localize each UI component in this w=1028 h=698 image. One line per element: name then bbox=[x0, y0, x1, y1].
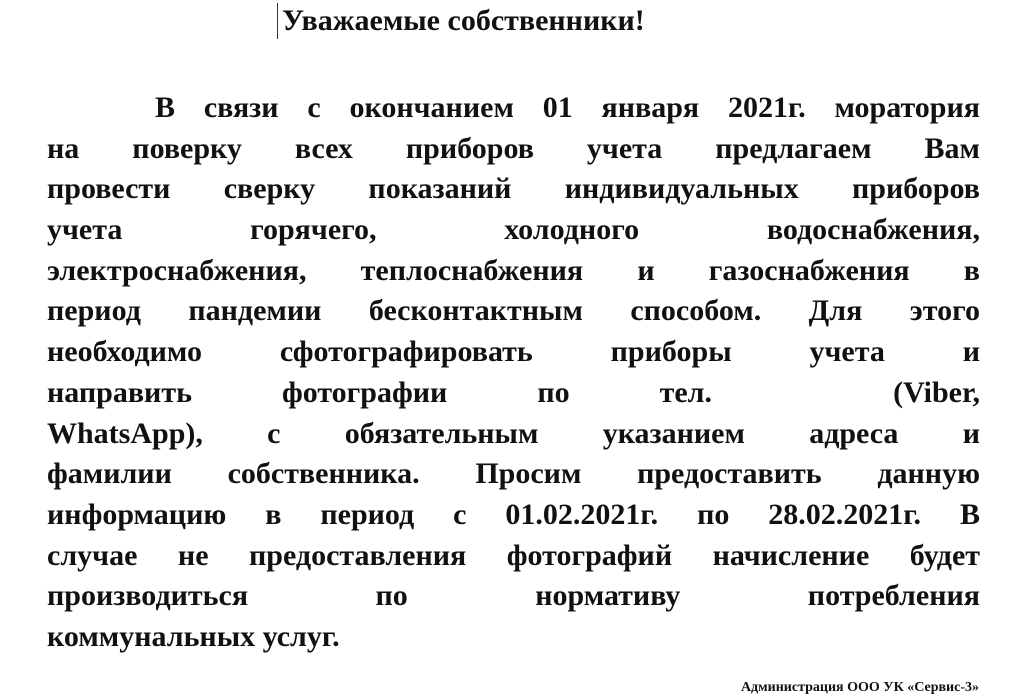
body-line-phone-text: направить фотографии по тел. bbox=[47, 375, 713, 409]
body-line: WhatsApp), с обязательным указанием адреса и bbox=[47, 416, 980, 450]
body-line: коммунальных услуг. bbox=[47, 619, 340, 653]
body-line: В связи с окончанием 01 января 2021г. моратория bbox=[155, 91, 980, 124]
body-line: провести сверку показаний индивидуальных приборов bbox=[47, 172, 980, 206]
body-line: фамилии собственника. Просим предоставить данную bbox=[47, 457, 980, 491]
body-line: период пандемии бесконтактным способом. Для этого bbox=[47, 294, 980, 328]
messenger-apps-text: (Viber, bbox=[893, 375, 981, 409]
body-line: случае не предоставления фотографий начисление будет bbox=[47, 538, 980, 572]
page-title: Уважаемые собственники! bbox=[282, 4, 645, 37]
body-line: необходимо сфотографировать приборы учета и bbox=[47, 335, 980, 369]
signature: Администрация ООО УК «Сервис-3» bbox=[740, 680, 979, 695]
body-line: информацию в период с 01.02.2021г. по 28.02.2021г. В bbox=[47, 497, 980, 531]
body-line: электроснабжения, теплоснабжения и газоснабжения в bbox=[47, 253, 980, 287]
text-cursor bbox=[277, 3, 278, 39]
body-line: на поверку всех приборов учета предлагаем Вам bbox=[47, 131, 980, 165]
notice-body bbox=[47, 88, 980, 658]
body-line: учета горячего, холодного водоснабжения, bbox=[47, 213, 980, 247]
body-line-phone bbox=[47, 373, 980, 414]
body-line: производиться по нормативу потребления bbox=[47, 579, 980, 613]
